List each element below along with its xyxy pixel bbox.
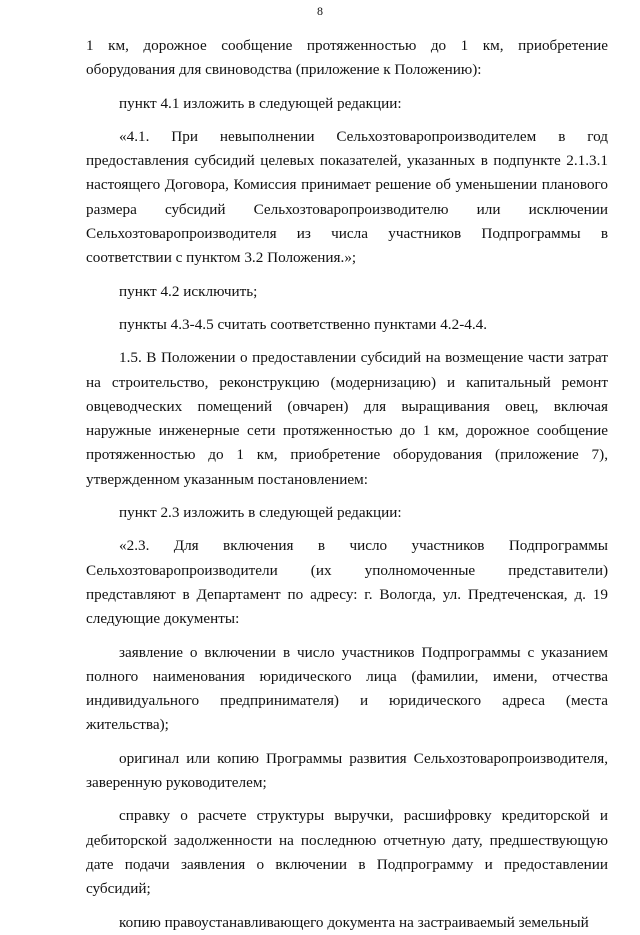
paragraph-continuation: 1 км, дорожное сообщение протяженностью до 1 км, приобретение оборудования для свиноводства (приложение к Положению): — [86, 37, 608, 79]
page-number: 8 — [317, 4, 323, 18]
paragraph-item-2-3-text: «2.3. Для включения в число участников Подпрограммы Сельхозтоваропроизводители (их уполномоченные представители) представляют в Департамент по адресу: г. Вологда, ул. Предтеченская, д. 19 следующие документы: — [86, 537, 608, 628]
paragraph-items-renumber: пункты 4.3-4.5 считать соответственно пунктами 4.2-4.4. — [119, 315, 488, 333]
paragraph-section-1-5: 1.5. В Положении о предоставлении субсидий на возмещение части затрат на строительство, реконструкцию (модернизацию) и капитальный ремонт овцеводческих помещений (овчарен) для выращивания овец, включая наружные инженерные сети протяженностью до 1 км, дорожное сообщение протяженностью до 1 км, приобретение оборудования (приложение 7), утвержденном указанным постановлением: — [86, 349, 608, 488]
paragraph-item-4-1-intro: пункт 4.1 изложить в следующей редакции: — [119, 94, 402, 112]
paragraph-item-4-1-text: «4.1. При невыполнении Сельхозтоваропроизводителем в год предоставления субсидий целевых показателей, указанных в подпункте 2.1.3.1 настоящего Договора, Комиссия принимает решение об уменьшении планового размера субсидий Сельхозтоваропроизводителю или исключении Сельхозтоваропроизводителя из числа участников Подпрограммы в соответствии с пунктом 3.2 Положения.»; — [86, 127, 608, 267]
document-body — [86, 34, 608, 935]
paragraph-item-2-3-intro: пункт 2.3 изложить в следующей редакции: — [119, 504, 402, 522]
paragraph-item-4-2-delete: пункт 4.2 исключить; — [119, 282, 258, 300]
paragraph-land-document: копию правоустанавливающего документа на застраиваемый земельный — [119, 913, 589, 931]
paragraph-program-copy: оригинал или копию Программы развития Сельхозтоваропроизводителя, заверенную руководителем; — [86, 749, 608, 792]
paragraph-application: заявление о включении в число участников Подпрограммы с указанием полного наименования юридического лица (фамилии, имени, отчества индивидуального предпринимателя) и юридического адреса (места жительства); — [86, 643, 608, 734]
paragraph-revenue-statement: справку о расчете структуры выручки, расшифровку кредиторской и дебиторской задолженности на последнюю отчетную дату, предшествующую дате подачи заявления о включении в Подпрограмму и предоставлении субсидий; — [86, 807, 608, 898]
